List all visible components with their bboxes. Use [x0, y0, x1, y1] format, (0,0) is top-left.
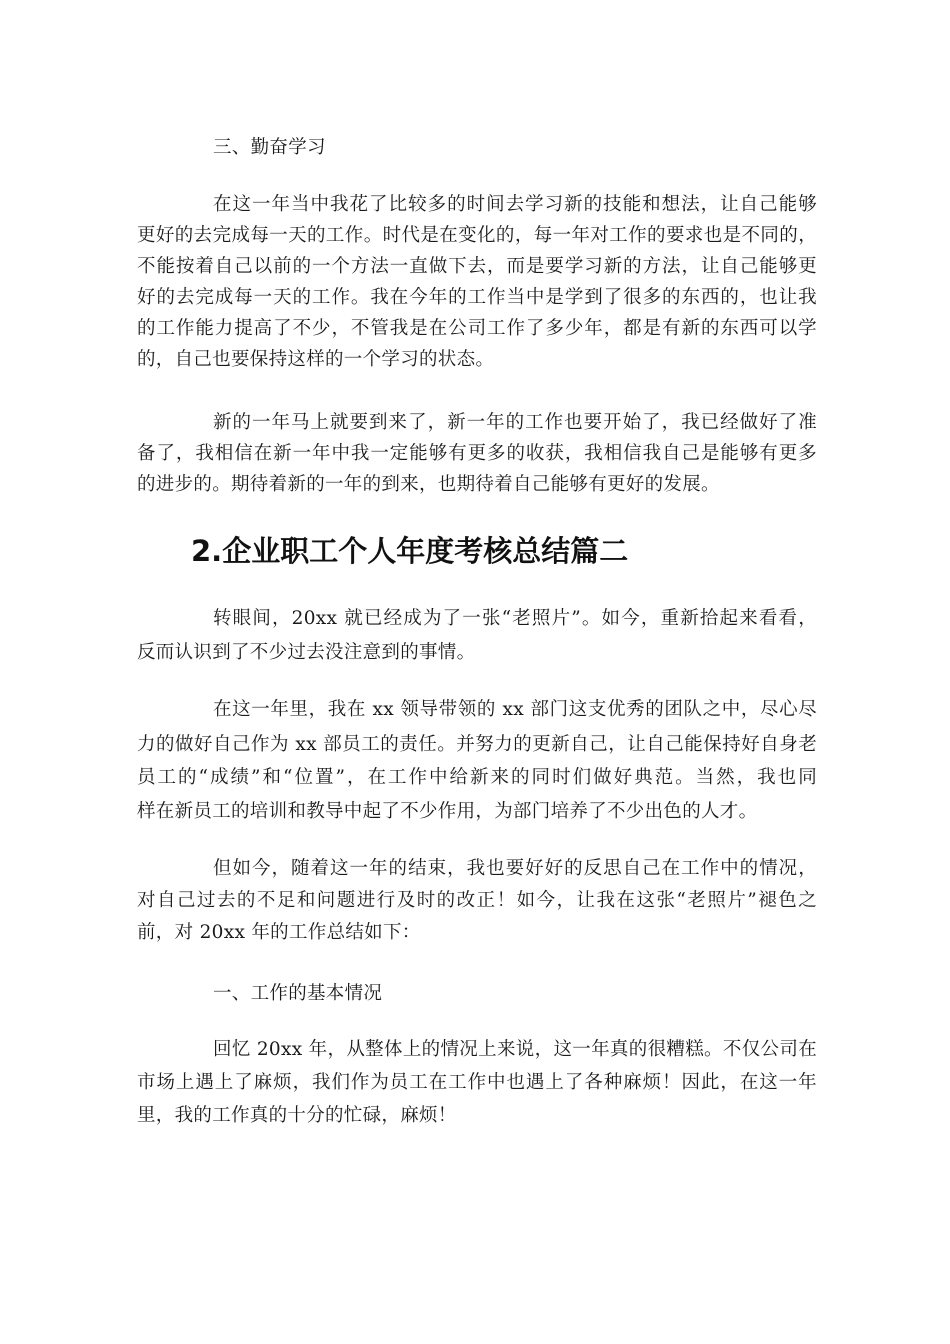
text-line: 转眼间，20xx 就已经成为了一张“老照片”。如今，重新拾起来看看， — [213, 608, 817, 629]
text-line: 前，对 20xx 年的工作总结如下： — [137, 922, 421, 943]
text-line: 但如今，随着这一年的结束，我也要好好的反思自己在工作中的情况， — [213, 858, 817, 879]
article-heading: 2.企业职工个人年度考核总结篇二 — [191, 534, 629, 568]
text-line: 不能按着自己以前的一个方法一直做下去，而是要学习新的方法，让自己能够更 — [137, 256, 817, 277]
text-line: 的进步的。期待着新的一年的到来，也期待着自己能够有更好的发展。 — [137, 474, 720, 495]
text-line: 在这一年当中我花了比较多的时间去学习新的技能和想法，让自己能够 — [213, 194, 817, 215]
text-line: 好的去完成每一天的工作。我在今年的工作当中是学到了很多的东西的，也让我 — [137, 287, 817, 308]
text-line: 备了，我相信在新一年中我一定能够有更多的收获，我相信我自己是能够有更多 — [137, 443, 817, 464]
section-title-diligent-study: 三、勤奋学习 — [213, 137, 326, 158]
subsection-title-basic-situation: 一、工作的基本情况 — [213, 983, 383, 1004]
text-line: 反而认识到了不少过去没注意到的事情。 — [137, 642, 476, 663]
text-line: 样在新员工的培训和教导中起了不少作用，为部门培养了不少出色的人才。 — [137, 801, 758, 822]
text-line: 更好的去完成每一天的工作。时代是在变化的，每一年对工作的要求也是不同的， — [137, 225, 817, 246]
text-line: 里，我的工作真的十分的忙碌，麻烦！ — [137, 1105, 457, 1126]
text-line: 回忆 20xx 年，从整体上的情况上来说，这一年真的很糟糕。不仅公司在 — [213, 1039, 817, 1060]
text-line: 的工作能力提高了不少，不管我是在公司工作了多少年，都是有新的东西可以学 — [137, 318, 817, 339]
text-line: 新的一年马上就要到来了，新一年的工作也要开始了，我已经做好了准 — [213, 412, 817, 433]
text-line: 力的做好自己作为 xx 部员工的责任。并努力的更新自己，让自己能保持好自身老 — [137, 734, 817, 755]
text-line: 员工的“成绩”和“位置”，在工作中给新来的同时们做好典范。当然，我也同 — [137, 767, 817, 788]
text-line: 的，自己也要保持这样的一个学习的状态。 — [137, 349, 495, 370]
text-line: 市场上遇上了麻烦，我们作为员工在工作中也遇上了各种麻烦！因此，在这一年 — [137, 1072, 817, 1093]
text-line: 在这一年里，我在 xx 领导带领的 xx 部门这支优秀的团队之中，尽心尽 — [213, 699, 817, 720]
text-line: 对自己过去的不足和问题进行及时的改正！如今，让我在这张“老照片”褪色之 — [137, 890, 817, 911]
